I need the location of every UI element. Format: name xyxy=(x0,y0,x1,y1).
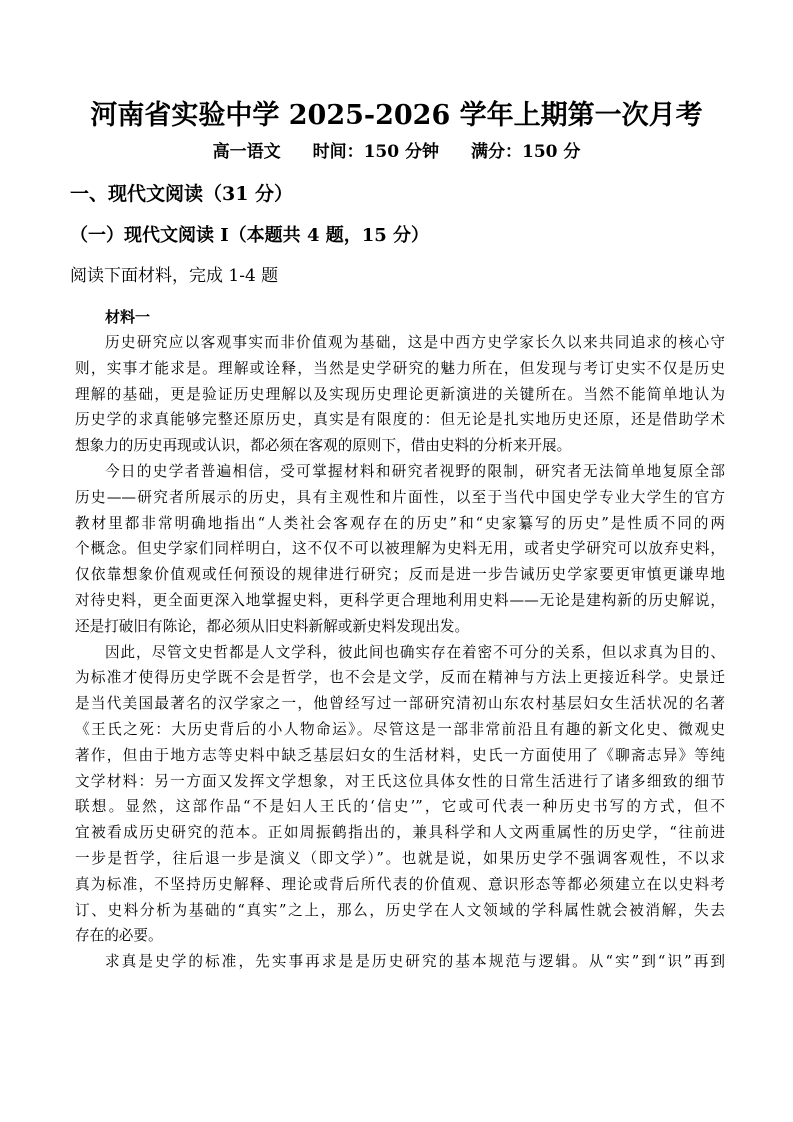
exam-info xyxy=(0,140,793,164)
paragraph-line: 个概念。但史学家们同样明白，这不仅不可以被理解为史料无用，或者史学研究可以放弃史料， xyxy=(75,540,725,558)
paragraph-line: 著作，但由于地方志等史料中缺乏基层妇女的生活材料，史氏一方面使用了《聊斋志异》等纯 xyxy=(75,746,725,764)
paragraph-line: 因此，尽管文史哲都是人文学科，彼此间也确实存在着密不可分的关系，但以求真为目的、 xyxy=(105,643,725,661)
paragraph-line: 对待史料，更全面更深入地掌握史料，更科学更合理地利用史料——无论是建构新的历史解说， xyxy=(75,591,725,609)
paragraph-line: 为标准才使得历史学既不会是哲学，也不会是文学，反而在精神与方法上更接近科学。史景迁 xyxy=(75,669,725,687)
paragraph-line: 历史研究应以客观事实而非价值观为基础，这是中西方史学家长久以来共同追求的核心守 xyxy=(105,334,725,351)
paragraph-line: 想象力的历史再现或认识，都必须在客观的原则下，借由史料的分析来开展。 xyxy=(75,437,572,455)
paragraph-line: 真为标准，不坚持历史解释、理论或背后所代表的价值观、意识形态等都必须建立在以史料考 xyxy=(75,875,725,893)
paragraph xyxy=(75,459,725,640)
paragraph-line: 历史学的求真能够完整还原历史，真实是有限度的：但无论是扎实地历史还原，还是借助学术 xyxy=(75,411,725,429)
paragraph xyxy=(75,330,725,459)
paragraph-line: 则，实事才能求是。理解或诠释，当然是史学研究的魅力所在，但发现与考订史实不仅是历史 xyxy=(75,359,725,377)
subsection-heading: （一）现代文阅读 I（本题共 4 题，15 分） xyxy=(70,225,430,246)
paragraph-line: 一步是哲学，往后退一步是演义（即文学）”。也就是说，如果历史学不强调客观性，不以求 xyxy=(75,849,725,867)
paragraph-line: 联想。显然，这部作品“不是妇人王氏的‘信史’”，它或可代表一种历史书写的方式，但不 xyxy=(75,798,725,816)
paragraph-line: 宜被看成历史研究的范本。正如周振鹤指出的，兼具科学和人文两重属性的历史学，“往前进 xyxy=(75,824,725,842)
material-body xyxy=(75,330,725,975)
paragraph-line: 是当代美国最著名的汉学家之一，他曾经写过一部研究清初山东农村基层妇女生活状况的名著 xyxy=(75,695,725,713)
exam-title: 河南省实验中学 2025-2026 学年上期第一次月考 xyxy=(90,100,703,131)
reading-instruction: 阅读下面材料，完成 1-4 题 xyxy=(70,266,279,286)
paragraph-line: 理解的基础，更是验证历史理解以及实现历史理论更新演进的关键所在。当然不能简单地认为 xyxy=(75,385,725,403)
paragraph-line: 存在的必要。 xyxy=(75,927,163,945)
paragraph-line: 今日的史学者普遍相信，受可掌握材料和研究者视野的限制，研究者无法简单地复原全部 xyxy=(105,462,725,480)
paragraph-line: 订、史料分析为基础的“真实”之上，那么，历史学在人文领域的学科属性就会被消解，失去 xyxy=(75,901,725,919)
paragraph-line: 《王氏之死：大历史背后的小人物命运》。尽管这是一部非常前沿且有趣的新文化史、微观史 xyxy=(75,720,725,738)
section-heading: 一、现代文阅读（31 分） xyxy=(70,183,294,205)
paragraph-line: 仅依靠想象价值观或任何预设的规律进行研究；反而是进一步告诫历史学家要更审慎更谦卑地 xyxy=(75,566,725,584)
paragraph-line: 教材里都非常明确地指出“人类社会客观存在的历史”和“史家纂写的历史”是性质不同的两 xyxy=(75,514,725,532)
material-title: 材料一 xyxy=(105,308,151,326)
subject-label: 高一语文 xyxy=(212,142,281,162)
paragraph xyxy=(75,640,725,950)
paragraph xyxy=(75,949,725,975)
time-label: 时间：150 分钟 xyxy=(312,142,439,162)
score-label: 满分：150 分 xyxy=(471,142,581,162)
paragraph-line: 还是打破旧有陈论，都必须从旧史料新解或新史料发现出发。 xyxy=(75,617,470,635)
paragraph-line: 求真是史学的标准，先实事再求是是历史研究的基本规范与逻辑。从“实”到“识”再到 xyxy=(105,953,725,971)
paragraph-line: 历史——研究者所展示的历史，具有主观性和片面性，以至于当代中国史学专业大学生的官方 xyxy=(75,488,725,506)
paragraph-line: 文学材料：另一方面又发挥文学想象，对王氏这位具体女性的日常生活进行了诸多细致的细节 xyxy=(75,772,725,790)
